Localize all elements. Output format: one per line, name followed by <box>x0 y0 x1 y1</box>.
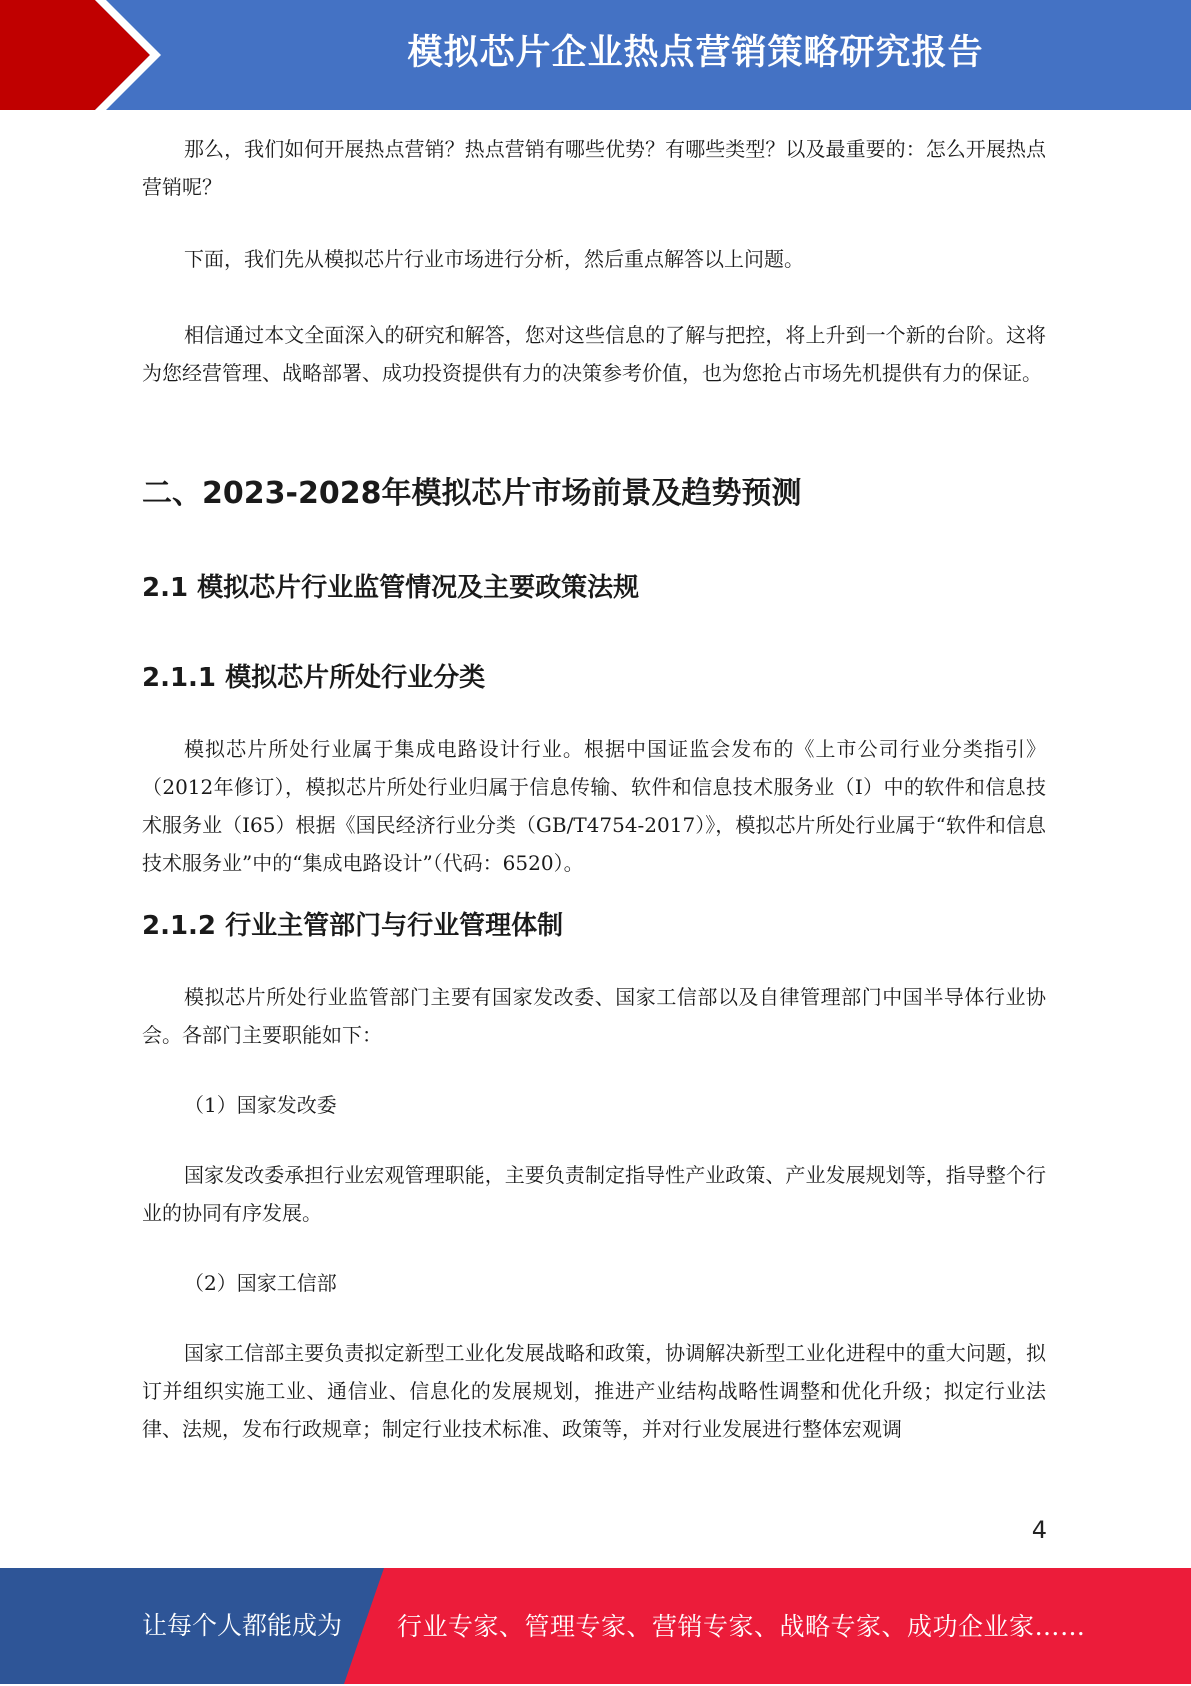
subsection-heading-2-1: 2.1 模拟芯片行业监管情况及主要政策法规 <box>142 573 640 603</box>
ndrc-paragraph: 国家发改委承担行业宏观管理职能，主要负责制定指导性产业政策、产业发展规划等，指导整个行业的协同有序发展。 <box>142 1163 1046 1225</box>
intro-paragraph-3: 相信通过本文全面深入的研究和解答，您对这些信息的了解与把控，将上升到一个新的台阶。这将为您经营管理、战略部署、成功投资提供有力的决策参考价值，也为您抢占市场先机提供有力的保证。 <box>142 323 1046 385</box>
list-item-miit: （2）国家工信部 <box>184 1271 337 1295</box>
intro-paragraph-1: 那么，我们如何开展热点营销？热点营销有哪些优势？有哪些类型？以及最重要的：怎么开展热点营销呢？ <box>142 137 1046 199</box>
intro-paragraph-2: 下面，我们先从模拟芯片行业市场进行分析，然后重点解答以上问题。 <box>184 247 804 271</box>
miit-paragraph: 国家工信部主要负责拟定新型工业化发展战略和政策，协调解决新型工业化进程中的重大问题，拟订并组织实施工业、通信业、信息化的发展规划，推进产业结构战略性调整和优化升级；拟定行业法律、法规，发布行政规章；制定行业技术标准、政策等，并对行业发展进行整体宏观调 <box>142 1341 1046 1441</box>
regulators-paragraph: 模拟芯片所处行业监管部门主要有国家发改委、国家工信部以及自律管理部门中国半导体行业协会。各部门主要职能如下： <box>142 985 1046 1047</box>
subsection-heading-2-1-2: 2.1.2 行业主管部门与行业管理体制 <box>142 911 564 941</box>
page-number: 4 <box>1031 1516 1047 1544</box>
red-chevron-decoration <box>0 0 170 110</box>
page-footer <box>0 1568 1191 1684</box>
section-heading: 二、2023-2028年模拟芯片市场前景及趋势预测 <box>142 476 802 511</box>
page-header <box>0 0 1191 110</box>
footer-slogan-left: 让每个人都能成为 <box>142 1611 343 1640</box>
document-body <box>142 130 1046 1448</box>
classification-paragraph: 模拟芯片所处行业属于集成电路设计行业。根据中国证监会发布的《上市公司行业分类指引》（2012年修订），模拟芯片所处行业归属于信息传输、软件和信息技术服务业（I）中的软件和信息技术服务业（I65）根据《国民经济行业分类（GB/T4754-2017）》，模拟芯片所处行业属于“软件和信息技术服务业”中的“集成电路设计”（代码：6520）。 <box>142 737 1046 875</box>
footer-slogan-right: 行业专家、管理专家、营销专家、战略专家、成功企业家…… <box>397 1612 1086 1641</box>
list-item-ndrc: （1）国家发改委 <box>184 1093 337 1117</box>
document-title: 模拟芯片企业热点营销策略研究报告 <box>407 33 984 73</box>
subsection-heading-2-1-1: 2.1.1 模拟芯片所处行业分类 <box>142 663 486 693</box>
